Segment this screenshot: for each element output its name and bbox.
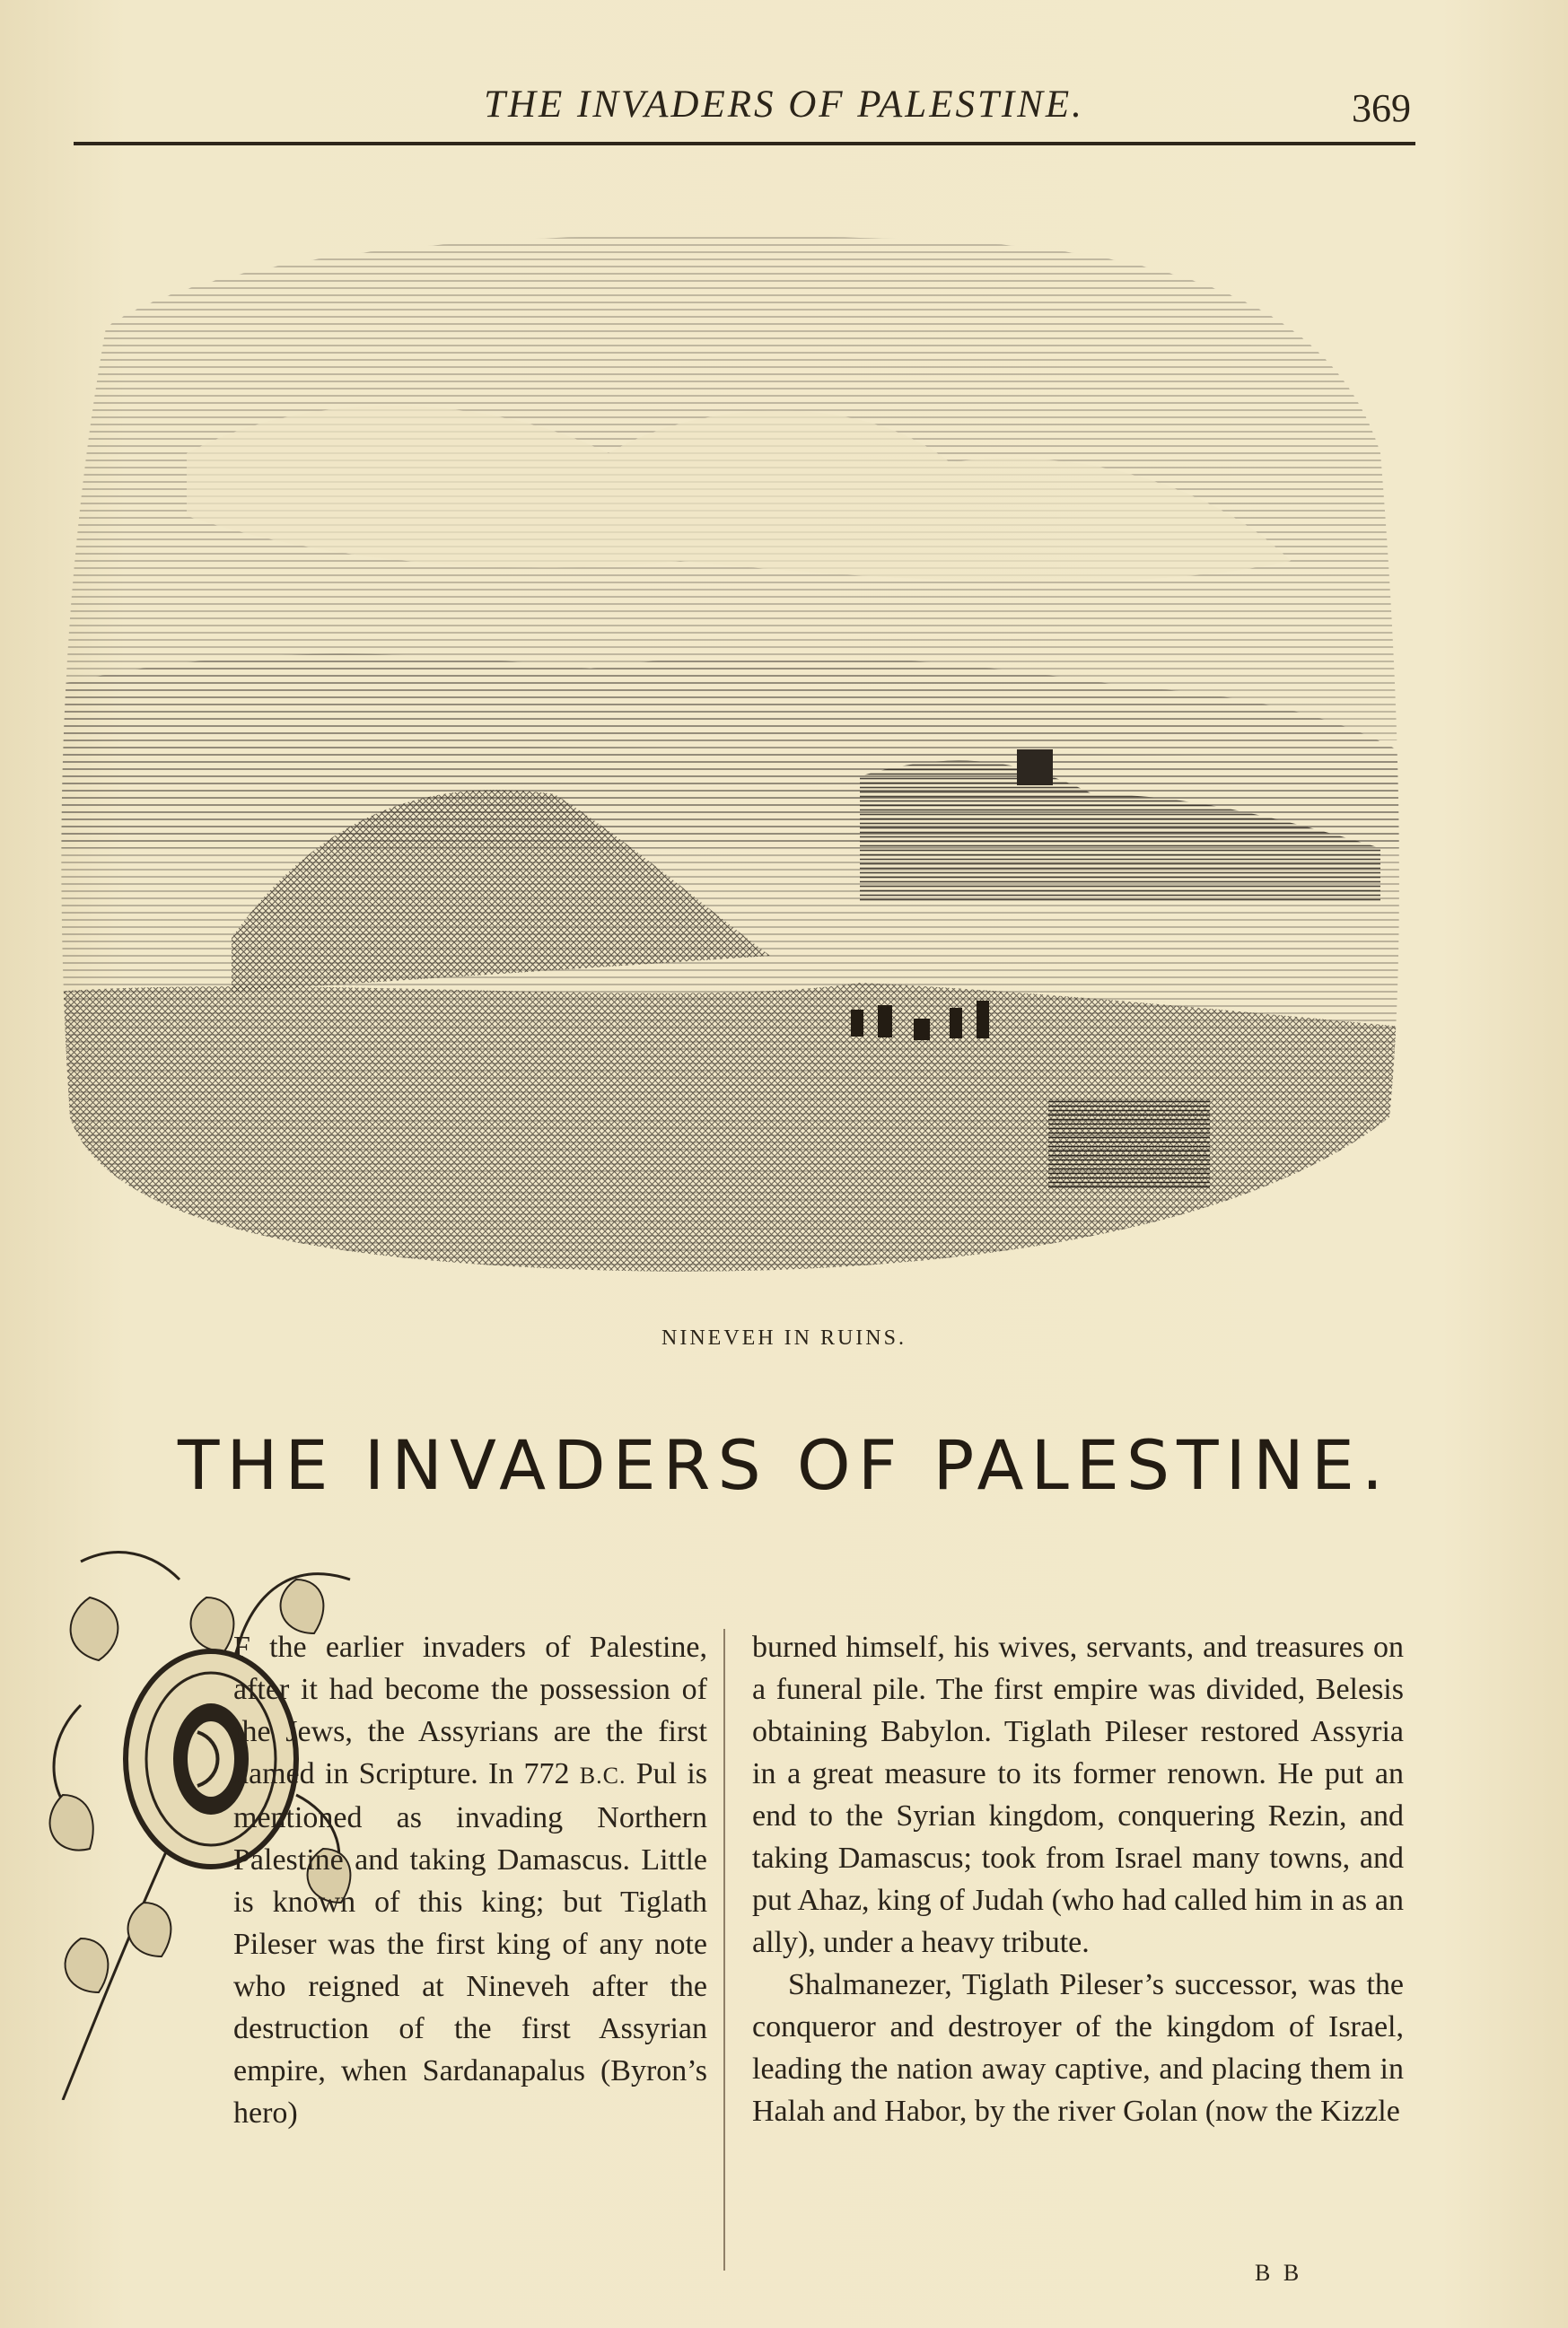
left-column	[45, 1626, 707, 2183]
stone-block	[1048, 1099, 1210, 1189]
right-column	[752, 1626, 1404, 2132]
left-line-1: F the earlier invaders of Palestine, after it had become the possession of the Jews, the Assyrians are the first named in Scripture.	[233, 1631, 707, 1790]
running-head: THE INVADERS OF PALESTINE.	[484, 83, 1084, 126]
fortress-ruin	[1017, 749, 1053, 785]
nineveh-engraving	[52, 220, 1412, 1279]
signature-mark: B B	[1255, 2260, 1303, 2286]
header-rule	[74, 142, 1415, 145]
page-number: 369	[1352, 86, 1411, 130]
column-divider	[723, 1629, 725, 2271]
era-abbreviation: B.C.	[579, 1763, 626, 1789]
figure-caption: NINEVEH IN RUINS.	[661, 1326, 907, 1350]
right-paragraph-2: Shalmanezer, Tiglath Pileser’s successor, was the conqueror and destroyer of the kingdom of Israel, leading the nation away captive, and placing them in Halah and Habor, by the river Golan (now the Kizzle	[752, 1968, 1404, 2128]
left-line-3: Pul is mentioned as invading Northern Palestine and taking Damascus. Little is known of this king; but Tiglath Pileser was the first king of any note who reigned at Nineveh after the destruction of the first Assyrian empire, when Sardanapalus (Byron’s hero)	[233, 1757, 707, 2130]
chapter-title: THE INVADERS OF PALESTINE.	[177, 1425, 1390, 1505]
dropcap-space	[45, 1626, 233, 2183]
left-line-2: In 772	[487, 1757, 570, 1790]
right-paragraph-1: burned himself, his wives, servants, and treasures on a funeral pile. The first empire was divided, Belesis obtaining Babylon. Tiglath Pileser restored Assyria in a great measure to its former renown. He put an end to the Syrian kingdom, conquering Rezin, and taking Damascus; took from Israel many towns, and put Ahaz, king of Judah (who had called him in as an ally), under a heavy tribute.	[752, 1631, 1404, 1959]
